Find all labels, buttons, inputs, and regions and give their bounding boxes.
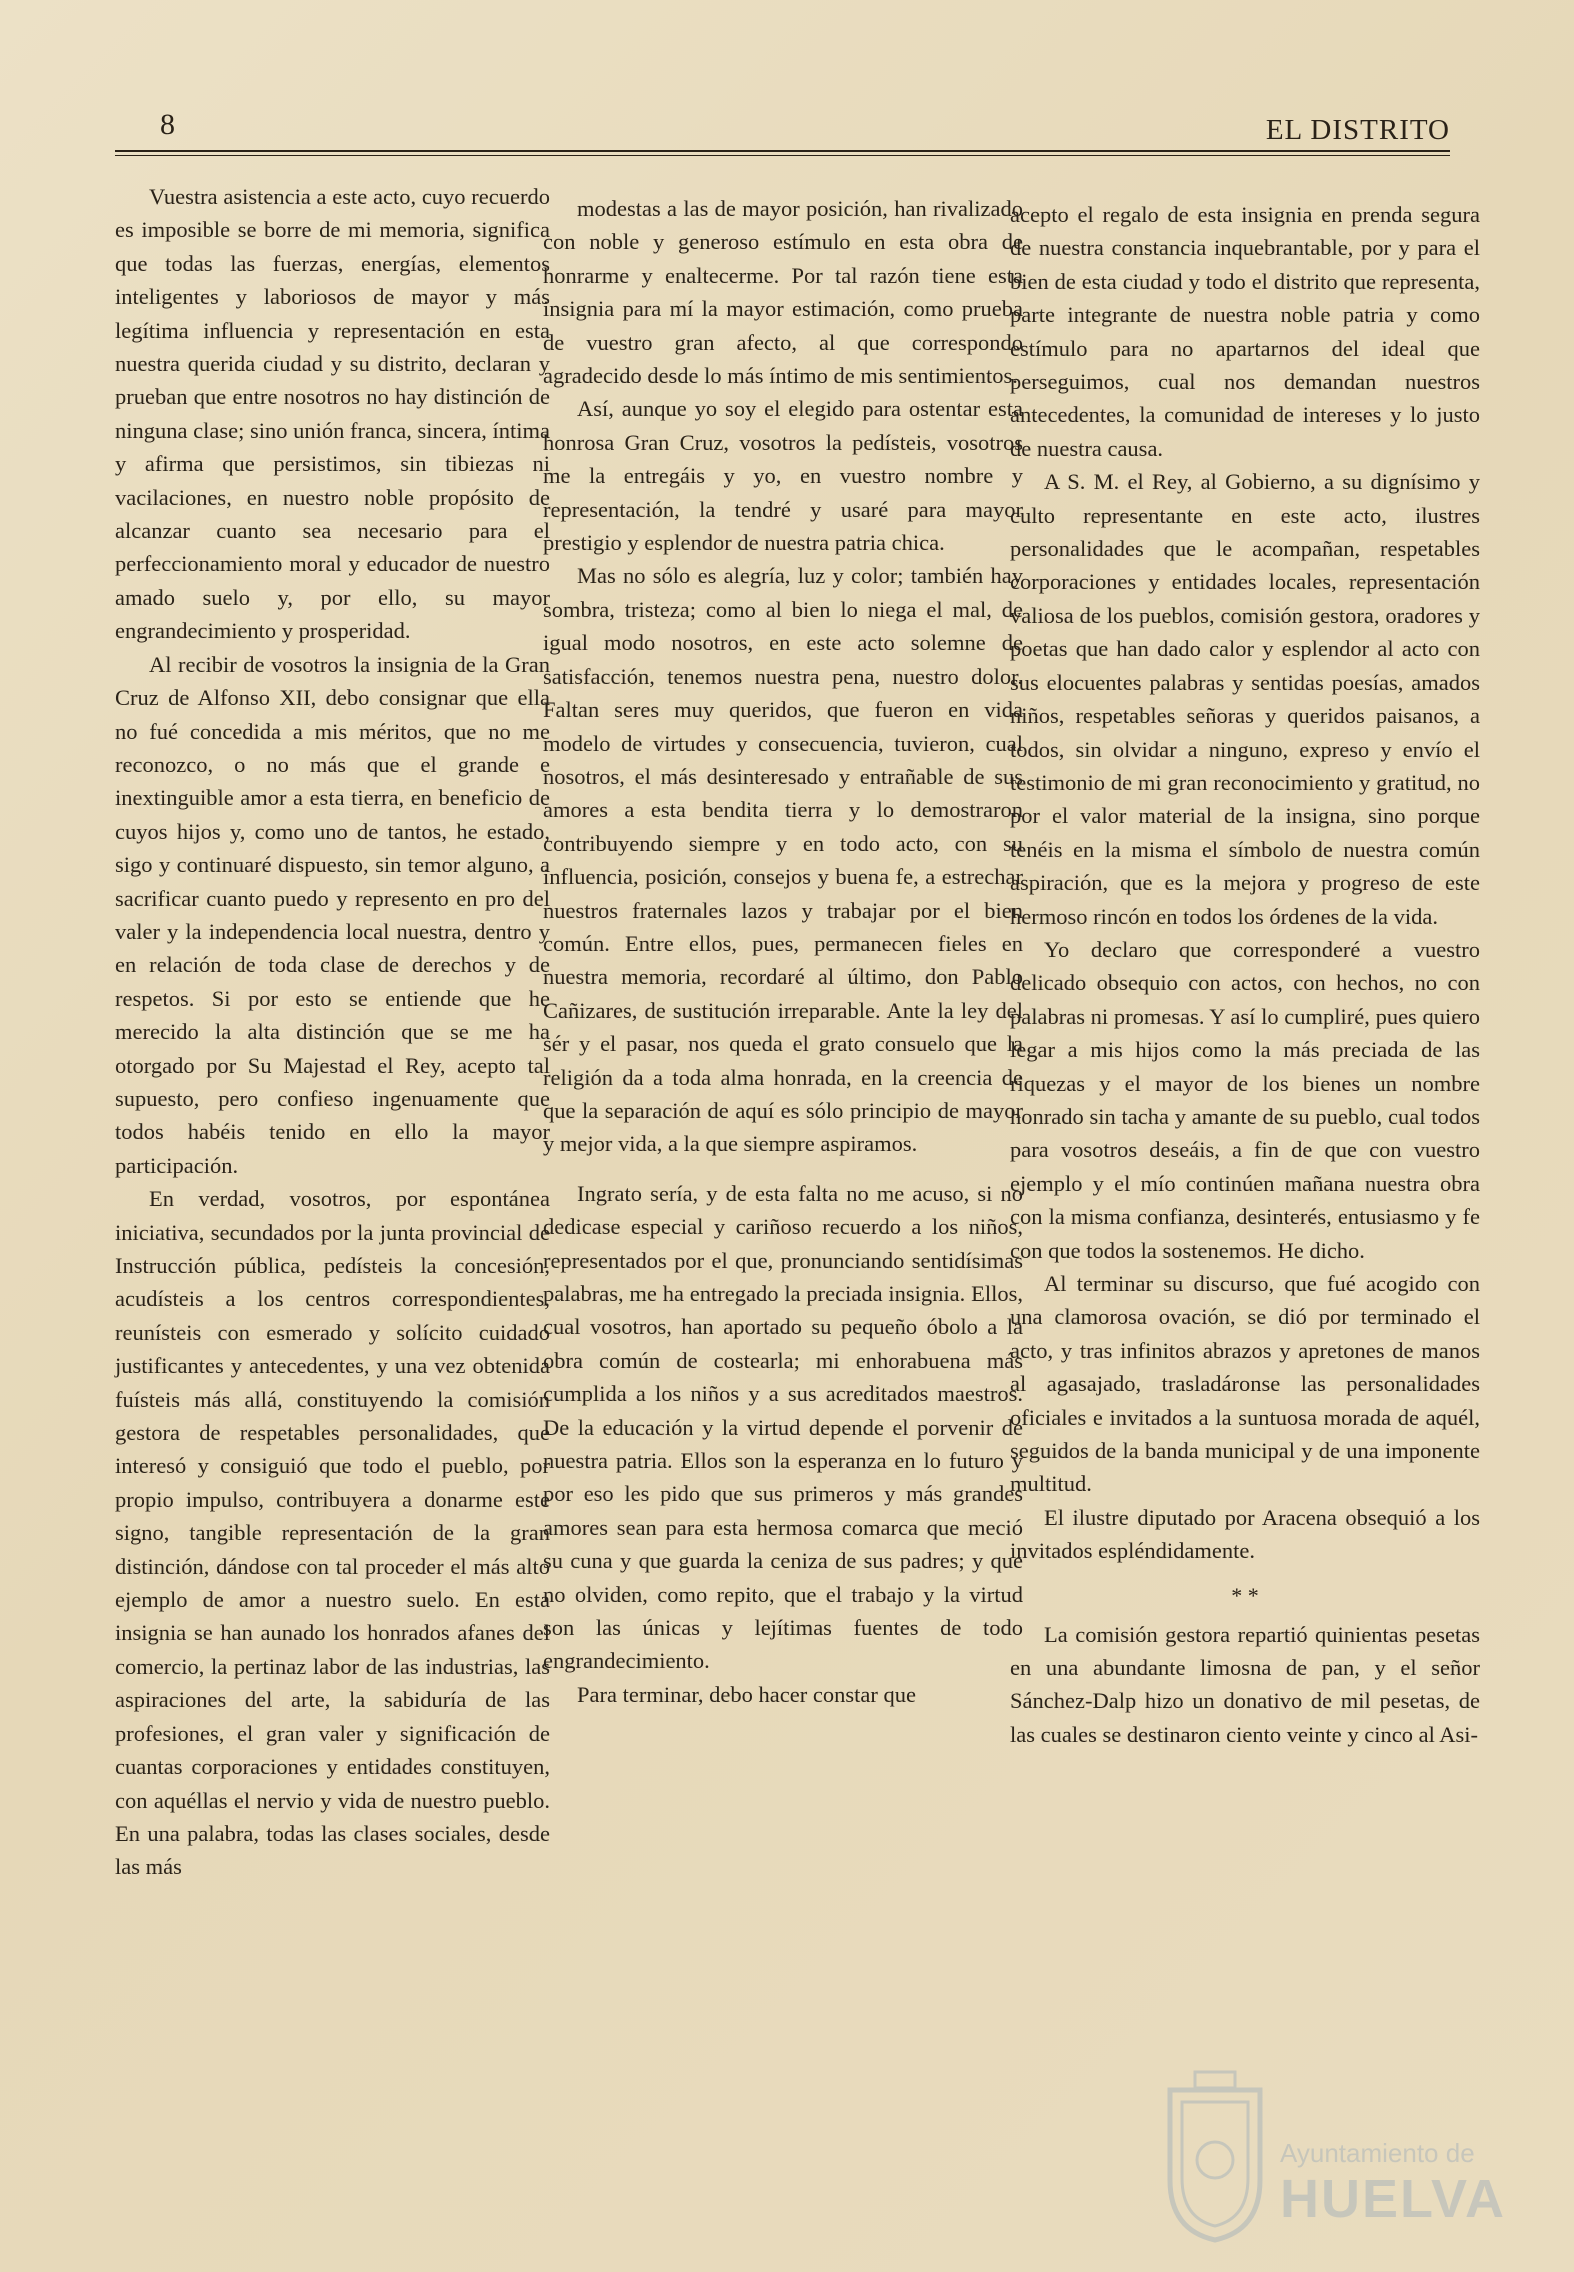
paragraph: El ilustre diputado por Aracena obsequió a los invitados espléndidamente. — [1010, 1504, 1480, 1564]
journal-title: EL DISTRITO — [1265, 114, 1450, 146]
watermark-line1: Ayuntamiento de — [1280, 2138, 1475, 2168]
watermark-line2: HUELVA — [1280, 2169, 1506, 2229]
text-column-1 — [115, 180, 550, 1884]
paragraph: Ingrato sería, y de esta falta no me acuso, si no dedicase especial y cariñoso recuerdo a los niños, representados por el que, pronunciando sentidísimas palabras, me ha entregado la preciada insignia. Ellos, cual vosotros, han aportado su pequeño óbolo a la obra común de costearla; mi enhorabuena más cumplida a los niños y a sus acreditados maestros. De la educación y la virtud depende el porvenir de nuestra patria. Ellos son la esperanza en lo futuro y por eso les pido que sus primeros y más grandes amores sean para esta hermosa comarca que meció su cuna y que guarda la ceniza de sus padres; y que no olviden, como repito, que el trabajo y la virtud son las únicas y lejítimas fuentes de todo engrandecimiento. — [543, 1180, 1023, 1674]
header-rule — [115, 150, 1450, 152]
paragraph: modestas a las de mayor posición, han rivalizado con noble y generoso estímulo en esta obra de honrarme y enaltecerme. Por tal razón tiene esta insignia para mí la mayor estimación, como prueba de vuestro gran afecto, al que correspondo agradecido desde lo más íntimo de mis sentimientos. — [543, 196, 1023, 389]
header-rule-thin — [115, 155, 1450, 156]
page-header — [115, 108, 1450, 156]
text-column-2 — [543, 192, 1023, 1711]
paragraph: A S. M. el Rey, al Gobierno, a su dignísimo y culto representante en este acto, ilustres personalidades que le acompañan, respetables corporaciones y entidades locales, representación valiosa de los pueblos, comisión gestora, oradores y poetas que han dado calor y esplendor al acto con sus elocuentes palabras y sentidas poesías, amados niños, respetables señoras y queridos paisanos, a todos, sin olvidar a ninguno, expreso y envío el testimonio de mi gran reconocimiento y gratitud, no por el valor material de la insigna, sino porque tenéis en la misma el símbolo de nuestra común aspiración, que es la mejora y progreso de este hermoso rincón en todos los órdenes de la vida. — [1010, 469, 1480, 929]
paragraph: Al terminar su discurso, que fué acogido con una clamorosa ovación, se dió por terminado el acto, y tras infinitos abrazos y apretones de manos al agasajado, trasladáronse las personalidades oficiales e invitados a la suntuosa morada de aquél, seguidos de la banda municipal y de una imponente multitud. — [1010, 1271, 1480, 1497]
paragraph: Yo declaro que corresponderé a vuestro delicado obsequio con actos, con hechos, no con palabras ni promesas. Y así lo cumpliré, pues quiero legar a mis hijos como la más preciada de las riquezas y el mayor de los bienes un nombre honrado sin tacha y amante de su pueblo, cual todos para vosotros deseáis, a fin de que con vuestro ejemplo y el mío continúen mañana nuestra obra con la misma confianza, desinterés, entusiasmo y fe con que todos la sostenemos. He dicho. — [1010, 936, 1480, 1263]
paragraph: Para terminar, debo hacer constar que — [577, 1681, 916, 1707]
paragraph: La comisión gestora repartió quinientas pesetas en una abundante limosna de pan, y el señor Sánchez-Dalp hizo un donativo de mil pesetas, de las cuales se destinaron ciento veinte y cinco al Asi- — [1010, 1621, 1480, 1747]
section-separator: * * — [1231, 1582, 1259, 1608]
coat-of-arms-icon — [1160, 2070, 1270, 2245]
paragraph: acepto el regalo de esta insignia en prenda segura de nuestra constancia inquebrantable, por y para el bien de esta ciudad y todo el distrito que representa, parte integrante de nuestra noble patria y como estímulo para no apartarnos del ideal que perseguimos, cual nos demandan nuestros antecedentes, la comunidad de intereses y lo justo de nuestra causa. — [1010, 202, 1480, 461]
paragraph: Al recibir de vosotros la insignia de la Gran Cruz de Alfonso XII, debo consignar que ella no fué concedida a mis méritos, que no me reconozco, o no más que el grande e inextinguible amor a esta tierra, en beneficio de cuyos hijos y, como uno de tantos, he estado, sigo y continuaré dispuesto, sin temor alguno, a sacrificar cuanto puedo y represento en pro del valer y la independencia local nuestra, dentro y en relación de toda clase de derechos y de respetos. Si por esto se entiende que he merecido la alta distinción que se me ha otorgado por Su Majestad el Rey, acepto tal supuesto, pero confieso ingenuamente que todos habéis tenido en ello la mayor participación. — [115, 651, 550, 1178]
paragraph: Vuestra asistencia a este acto, cuyo recuerdo es imposible se borre de mi memoria, significa que todas las fuerzas, energías, elementos inteligentes y laboriosos de mayor y más legítima influencia y representación en esta nuestra querida ciudad y su distrito, declaran y prueban que entre nosotros no hay distinción de ninguna clase; sino unión franca, sincera, íntima y afirma que persistimos, sin tibiezas ni vacilaciones, en nuestro noble propósito de alcanzar cuanto sea necesario para el perfeccionamiento moral y educador de nuestro amado suelo y, por ello, su mayor engrandecimiento y prosperidad. — [115, 184, 550, 644]
page-number: 8 — [160, 108, 175, 141]
paragraph: Así, aunque yo soy el elegido para ostentar esta honrosa Gran Cruz, vosotros la pedísteis, vosotros me la entregáis y yo, en vuestro nombre y representación, la tendré y usaré para mayor prestigio y esplendor de nuestra patria chica. — [543, 396, 1023, 556]
paragraph: Mas no sólo es alegría, luz y color; también hay sombra, tristeza; como al bien lo niega el mal, de igual modo nosotros, en este acto solemne de satisfacción, tenemos nuestra pena, nuestro dolor. Faltan seres muy queridos, que fueron en vida modelo de virtudes y consecuencia, tuvieron, cual nosotros, el más desinteresado y entrañable de sus amores a esta bendita tierra y lo demostraron contribuyendo siempre y en todo acto, con su influencia, posición, consejos y buena fe, a estrechar nuestros fraternales lazos y trabajar por el bien común. Entre ellos, pues, permanecen fieles en nuestra memoria, recordaré al último, don Pablo Cañizares, de sustitución irreparable. Ante la ley del sér y el pasar, nos queda el grato consuelo que la religión da a toda alma honrada, en la creencia de que la separación de aquí es sólo principio de mayor y mejor vida, a la que siempre aspiramos. — [543, 563, 1023, 1157]
paragraph: En verdad, vosotros, por espontánea iniciativa, secundados por la junta provincial de Instrucción pública, pedísteis la concesión, acudísteis a los centros correspondientes, reunísteis con esmerado y solícito cuidado justificantes y antecedentes, y una vez obtenida fuísteis más allá, constituyendo la comisión gestora de respetables personalidades, que interesó y consiguió que todo el pueblo, por propio impulso, contribuyera a donarme este signo, tangible representación de la gran distinción, dándose con tal proceder el más alto ejemplo de amor a nuestro suelo. En esta insignia se han aunado los honrados afanes del comercio, la pertinaz labor de las industrias, las aspiraciones del arte, la sabiduría de las profesiones, el gran valer y significación de cuantas corporaciones y entidades constituyen, con aquéllas el nervio y vida de nuestro pueblo. En una palabra, todas las clases sociales, desde las más — [115, 1186, 550, 1880]
watermark — [1160, 2070, 1506, 2250]
text-column-3 — [1010, 198, 1480, 1751]
